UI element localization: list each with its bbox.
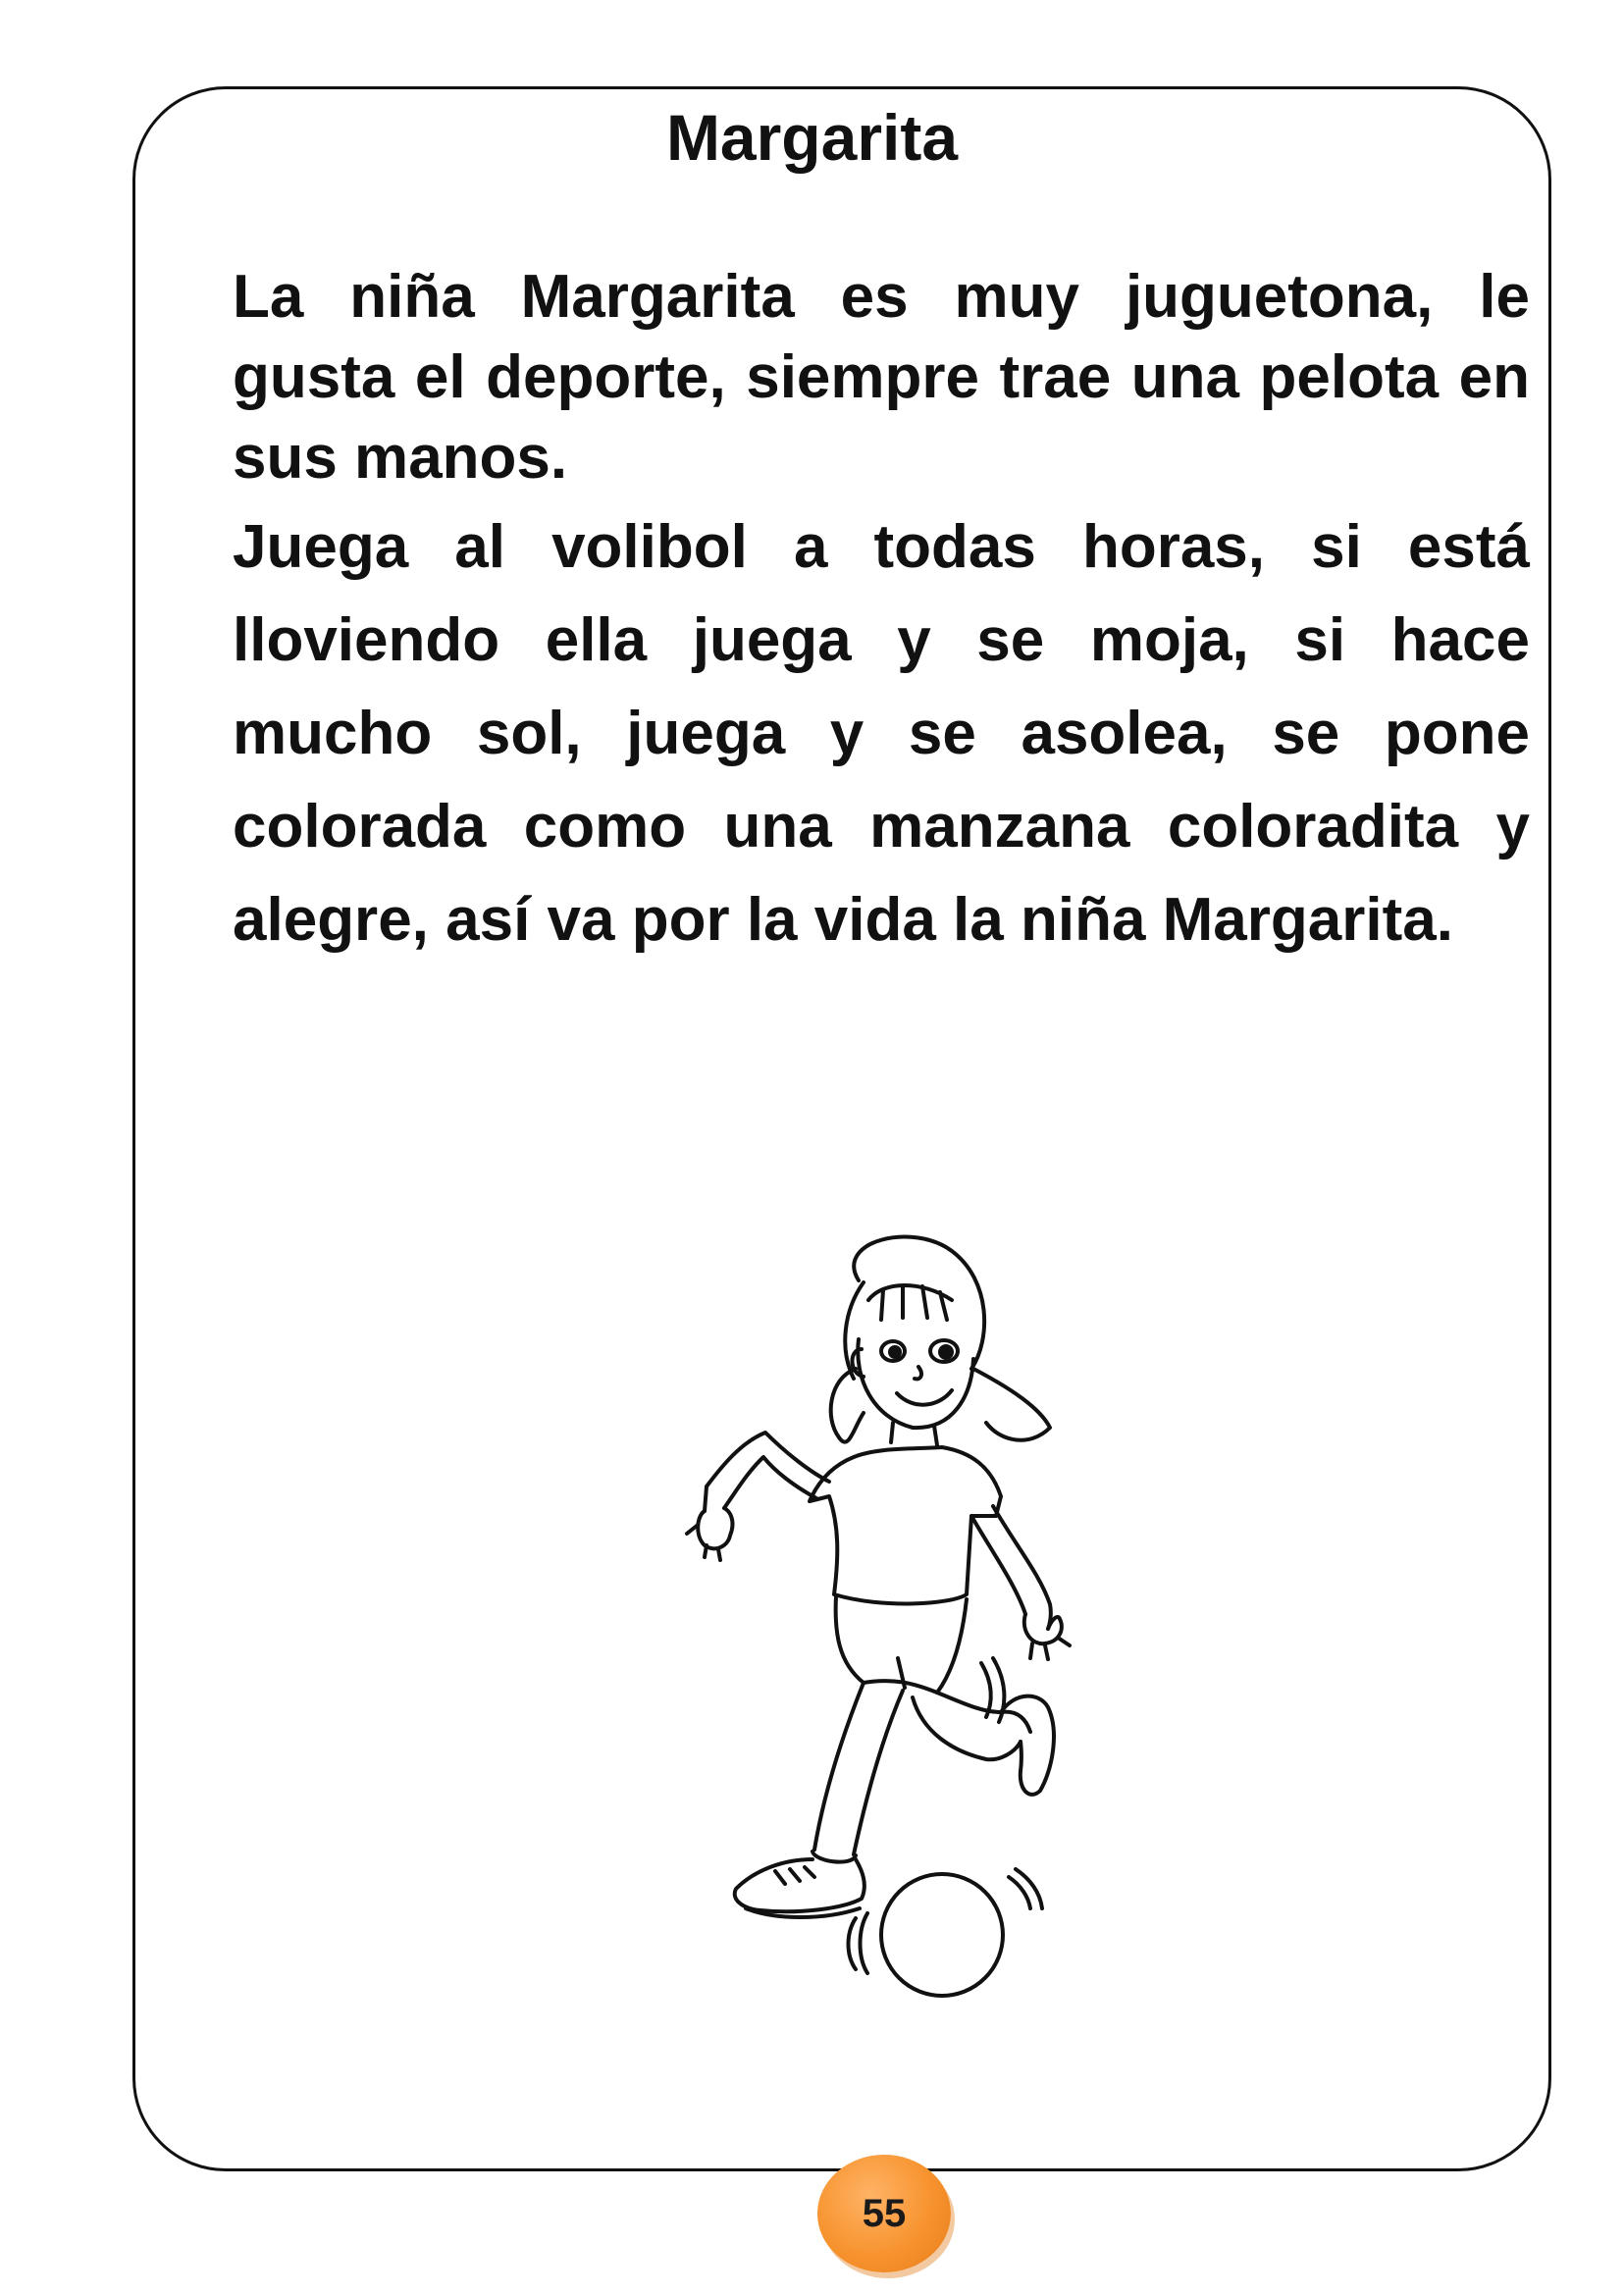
story-paragraph-1: La niña Margarita es muy juguetona, le gusta el deporte, siempre trae una pelota en sus manos.: [233, 263, 1530, 492]
page-number-badge: 55: [817, 2155, 951, 2272]
story-text: [233, 257, 1530, 966]
girl-kicking-ball-illustration: [628, 1222, 1138, 2105]
story-paragraph-2: Juega al volibol a todas horas, si está lloviendo ella juega y se moja, si hace mucho sol, juega y se asolea, se pone colorada como una manzana coloradita y alegre, así va por la vida la niña Margarita.: [233, 513, 1530, 954]
story-title: Margarita: [665, 101, 959, 174]
